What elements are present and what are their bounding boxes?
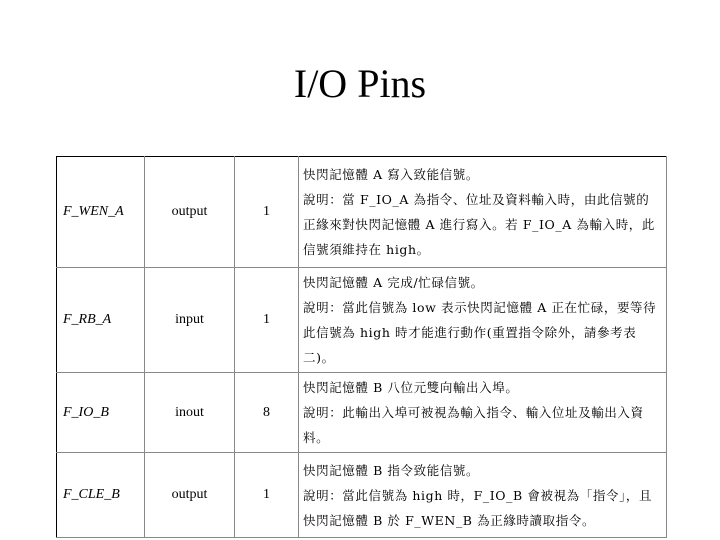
pin-name: F_IO_B bbox=[57, 373, 145, 453]
table-row bbox=[57, 373, 667, 453]
pin-direction: output bbox=[145, 453, 235, 538]
pin-description-title: 快閃記憶體 B 指令致能信號。 bbox=[303, 462, 480, 478]
io-pins-table bbox=[56, 156, 667, 538]
pin-width: 8 bbox=[235, 373, 299, 453]
pin-description bbox=[299, 453, 667, 538]
pin-description bbox=[299, 373, 667, 453]
pin-width: 1 bbox=[235, 453, 299, 538]
table-row bbox=[57, 157, 667, 268]
pin-description-body: 說明：當此信號為 low 表示快閃記憶體 A 正在忙碌，要等待此信號為 high 時才能進行動作(重置指令除外，請參考表二)。 bbox=[303, 300, 657, 365]
pin-name: F_RB_A bbox=[57, 268, 145, 373]
pin-description-title: 快閃記憶體 B 八位元雙向輸出入埠。 bbox=[303, 380, 519, 395]
pin-direction: output bbox=[145, 157, 235, 268]
slide-title: I/O Pins bbox=[293, 61, 427, 106]
table-row bbox=[57, 453, 667, 538]
pin-description-body: 說明：此輸出入埠可被視為輸入指令、輸入位址及輸出入資料。 bbox=[303, 405, 644, 445]
pin-direction: inout bbox=[145, 373, 235, 453]
pin-description bbox=[299, 157, 667, 268]
pin-name: F_WEN_A bbox=[57, 157, 145, 268]
pin-width: 1 bbox=[235, 157, 299, 268]
pin-direction: input bbox=[145, 268, 235, 373]
table-row bbox=[57, 268, 667, 373]
pin-name: F_CLE_B bbox=[57, 453, 145, 538]
pin-description-title: 快閃記憶體 A 完成/忙碌信號。 bbox=[303, 275, 484, 290]
pin-description-body: 說明：當此信號為 high 時，F_IO_B 會被視為「指令」，且快閃記憶體 B 於 F_WEN_B 為正緣時讀取指令。 bbox=[303, 487, 653, 528]
pin-description-title: 快閃記憶體 A 寫入致能信號。 bbox=[303, 167, 479, 182]
pin-width: 1 bbox=[235, 268, 299, 373]
pin-description-body: 說明：當 F_IO_A 為指令、位址及資料輸入時，由此信號的正緣來對快閃記憶體 A 進行寫入。若 F_IO_A 為輸入時，此信號須維持在 high。 bbox=[303, 192, 656, 257]
pin-description bbox=[299, 268, 667, 373]
